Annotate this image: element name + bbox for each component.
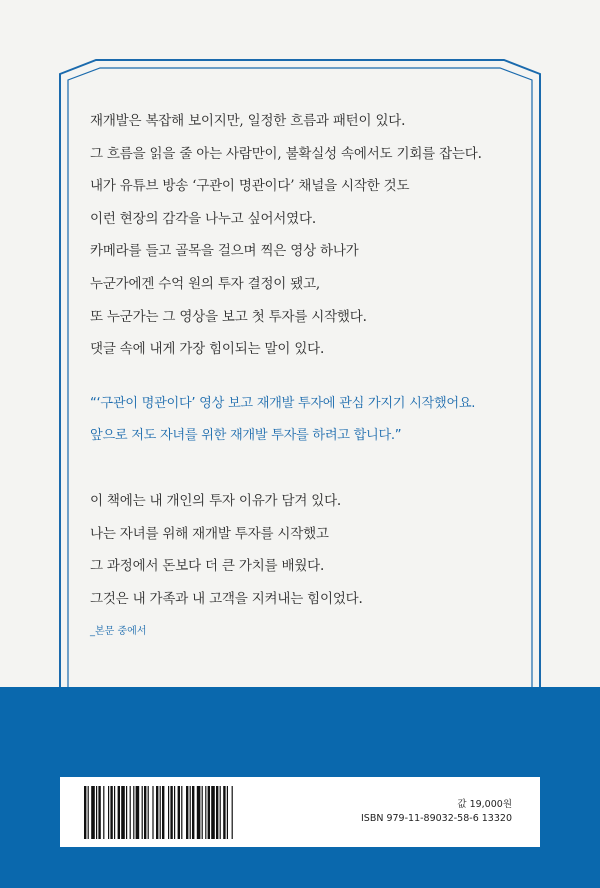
back-cover-text xyxy=(90,112,520,637)
barcode-bar xyxy=(208,786,210,839)
barcode-bar xyxy=(136,786,140,839)
barcode-bar xyxy=(144,786,146,839)
barcode-bar xyxy=(168,786,169,839)
barcode-bar xyxy=(108,786,109,839)
barcode-bar xyxy=(110,786,112,839)
barcode-bar xyxy=(133,786,134,839)
barcode-bar xyxy=(142,786,143,839)
body-line: 누군가에겐 수억 원의 투자 결정이 됐고, xyxy=(90,275,321,292)
reader-quote-line: “‘구관이 명관이다’ 영상 보고 재개발 투자에 관심 가지기 시작했어요. xyxy=(90,395,476,411)
barcode-bar xyxy=(211,786,215,839)
barcode-bar xyxy=(162,786,164,839)
body-line: 카메라를 들고 골목을 걸으며 찍은 영상 하나가 xyxy=(90,243,359,260)
barcode-bar xyxy=(174,786,175,839)
barcode-bar xyxy=(114,786,115,839)
barcode-bar xyxy=(84,786,86,839)
barcode-bar xyxy=(223,786,225,839)
body-line: 또 누군가는 그 영상을 보고 첫 투자를 시작했다. xyxy=(90,308,367,325)
barcode-icon xyxy=(84,786,282,839)
barcode-bar xyxy=(91,786,95,839)
body-line: 그 흐름을 읽을 줄 아는 사람만이, 불확실성 속에서도 기회를 잡는다. xyxy=(90,145,482,162)
body-line: 이 책에는 내 개인의 투자 이유가 담겨 있다. xyxy=(90,492,342,509)
source-label: _본문 중에서 xyxy=(90,626,147,638)
barcode-bar xyxy=(126,786,127,839)
body-line: 나는 자녀를 위해 재개발 투자를 시작했고 xyxy=(90,525,329,542)
reader-quote-line: 앞으로 저도 자녀를 위한 재개발 투자를 하려고 합니다.” xyxy=(90,428,402,444)
body-line: 재개발은 복잡해 보이지만, 일정한 흐름과 패턴이 있다. xyxy=(90,113,406,129)
body-line: 내가 유튜브 방송 ‘구관이 명관이다’ 채널을 시작한 것도 xyxy=(90,178,410,195)
barcode-bar xyxy=(148,786,149,839)
barcode-bar xyxy=(186,786,188,839)
barcode-bar xyxy=(152,786,153,839)
barcode-bar xyxy=(232,786,233,839)
barcode-bar xyxy=(178,786,180,839)
barcode-bar xyxy=(197,786,201,839)
barcode-bar xyxy=(96,786,97,839)
body-line: 그 과정에서 돈보다 더 큰 가치를 배웠다. xyxy=(90,558,325,575)
barcode-bar xyxy=(130,786,131,839)
barcode-bar xyxy=(88,786,89,839)
barcode-bar xyxy=(98,786,100,839)
price-label: 값 19,000원 xyxy=(457,799,512,810)
body-line: 이런 현장의 감각을 나누고 싶어서였다. xyxy=(90,210,316,227)
barcode-bar xyxy=(103,786,104,839)
barcode-bar xyxy=(192,786,194,839)
body-line: 그것은 내 가족과 내 고객을 지켜내는 힘이었다. xyxy=(90,590,363,607)
barcode-bar xyxy=(190,786,191,839)
barcode-bar xyxy=(205,786,206,839)
body-line: 댓글 속에 내게 가장 힘이되는 말이 있다. xyxy=(90,341,325,358)
barcode-bar xyxy=(118,786,120,839)
barcode-bar xyxy=(121,786,125,839)
barcode-bar xyxy=(170,786,172,839)
barcode-bar xyxy=(160,786,161,839)
barcode-bar xyxy=(202,786,203,839)
barcode-bar xyxy=(220,786,221,839)
barcode-bar xyxy=(227,786,228,839)
barcode-bar xyxy=(156,786,158,839)
barcode-bar xyxy=(216,786,218,839)
barcode-bar xyxy=(181,786,182,839)
barcode-panel xyxy=(60,777,540,847)
isbn-label: ISBN 979-11-89032-58-6 13320 xyxy=(360,813,512,824)
